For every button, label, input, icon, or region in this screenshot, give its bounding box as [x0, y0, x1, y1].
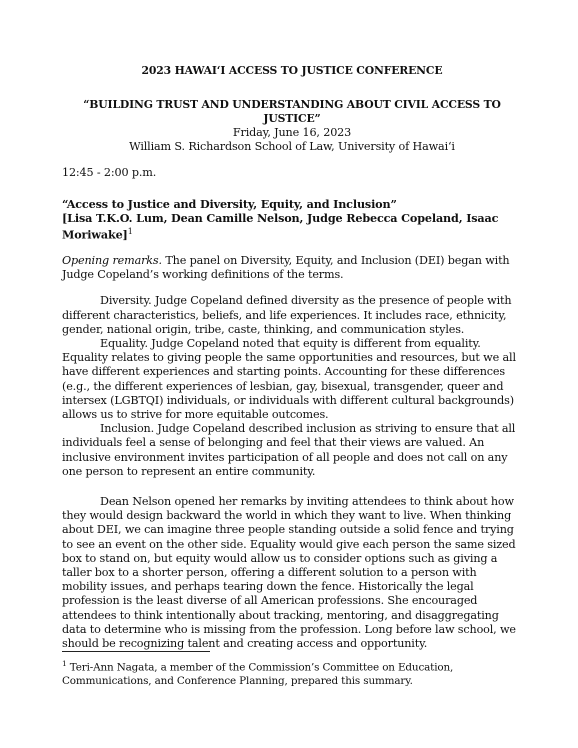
inclusion-paragraph: Inclusion. Judge Copeland described inclusion as striving to ensure that all individuals feel a sense of belonging and feel that their views are valued. An inclusive environment invites participation of all people and does not call on any one person to represent an entire community.	[62, 422, 516, 478]
nelson-paragraph: Dean Nelson opened her remarks by inviting attendees to think about how they would design backward the world in which they want to live. When thinking about DEI, we can imagine three people standing outside a solid fence and trying to see an event on the other side. Equality would give each person the same sized box to stand on, but equity would allow us to consider options such as giving a taller box to a shorter person, offering a different solution to a person with mobility issues, and perhaps tearing down the fence. Historically the legal profession is the least diverse of all American professions. She encouraged attendees to think intentionally about tracking, mentoring, and disaggregating data to determine who is missing from the profession. Long before law school, we should be recognizing talent and creating access and opportunity.	[62, 495, 516, 651]
diversity-paragraph: Diversity. Judge Copeland defined diversity as the presence of people with different characteristics, beliefs, and life experiences. It includes race, ethnicity, gender, national origin, tribe, caste, thinking, and communication styles.	[62, 294, 512, 336]
session-panel-names: [Lisa T.K.O. Lum, Dean Camille Nelson, Judge Rebecca Copeland, Isaac Moriwake]	[62, 210, 499, 242]
opening-remarks-text: The panel on Diversity, Equity, and Inclusion (DEI) began with Judge Copeland’s working definitions of the terms.	[62, 253, 510, 282]
conference-theme: “BUILDING TRUST AND UNDERSTANDING ABOUT CIVIL ACCESS TO JUSTICE”	[83, 98, 501, 125]
conference-date: Friday, June 16, 2023	[232, 126, 352, 139]
session-title: “Access to Justice and Diversity, Equity, and Inclusion”	[62, 196, 397, 211]
equality-paragraph: Equality. Judge Copeland noted that equity is different from equality. Equality relates to giving people the same opportunities and resources, but we all have different experiences and starting points. Accounting for these differences (e.g., the different experiences of lesbian, gay, bisexual, transgender, queer and intersex (LGBTQI) individuals, or individuals with different cultural backgrounds) allows us to strive for more equitable outcomes.	[62, 336, 516, 421]
conference-title: 2023 HAWAI‘I ACCESS TO JUSTICE CONFERENCE	[141, 64, 443, 77]
footnote-divider	[62, 651, 210, 652]
session-panel	[62, 211, 522, 242]
session-time: 12:45 - 2:00 p.m.	[62, 166, 157, 180]
conference-venue: William S. Richardson School of Law, University of Hawai‘i	[129, 140, 455, 154]
opening-remarks-paragraph	[62, 254, 522, 282]
footnote-reference: 1	[127, 227, 133, 237]
document-page	[62, 64, 522, 651]
footnote	[62, 657, 522, 689]
footnote-text: Teri-Ann Nagata, a member of the Commission’s Committee on Education, Communications, and Conference Planning, prepared this summary.	[62, 661, 454, 688]
footnote-marker: 1	[62, 659, 67, 668]
opening-remarks-label: Opening remarks.	[62, 253, 162, 267]
